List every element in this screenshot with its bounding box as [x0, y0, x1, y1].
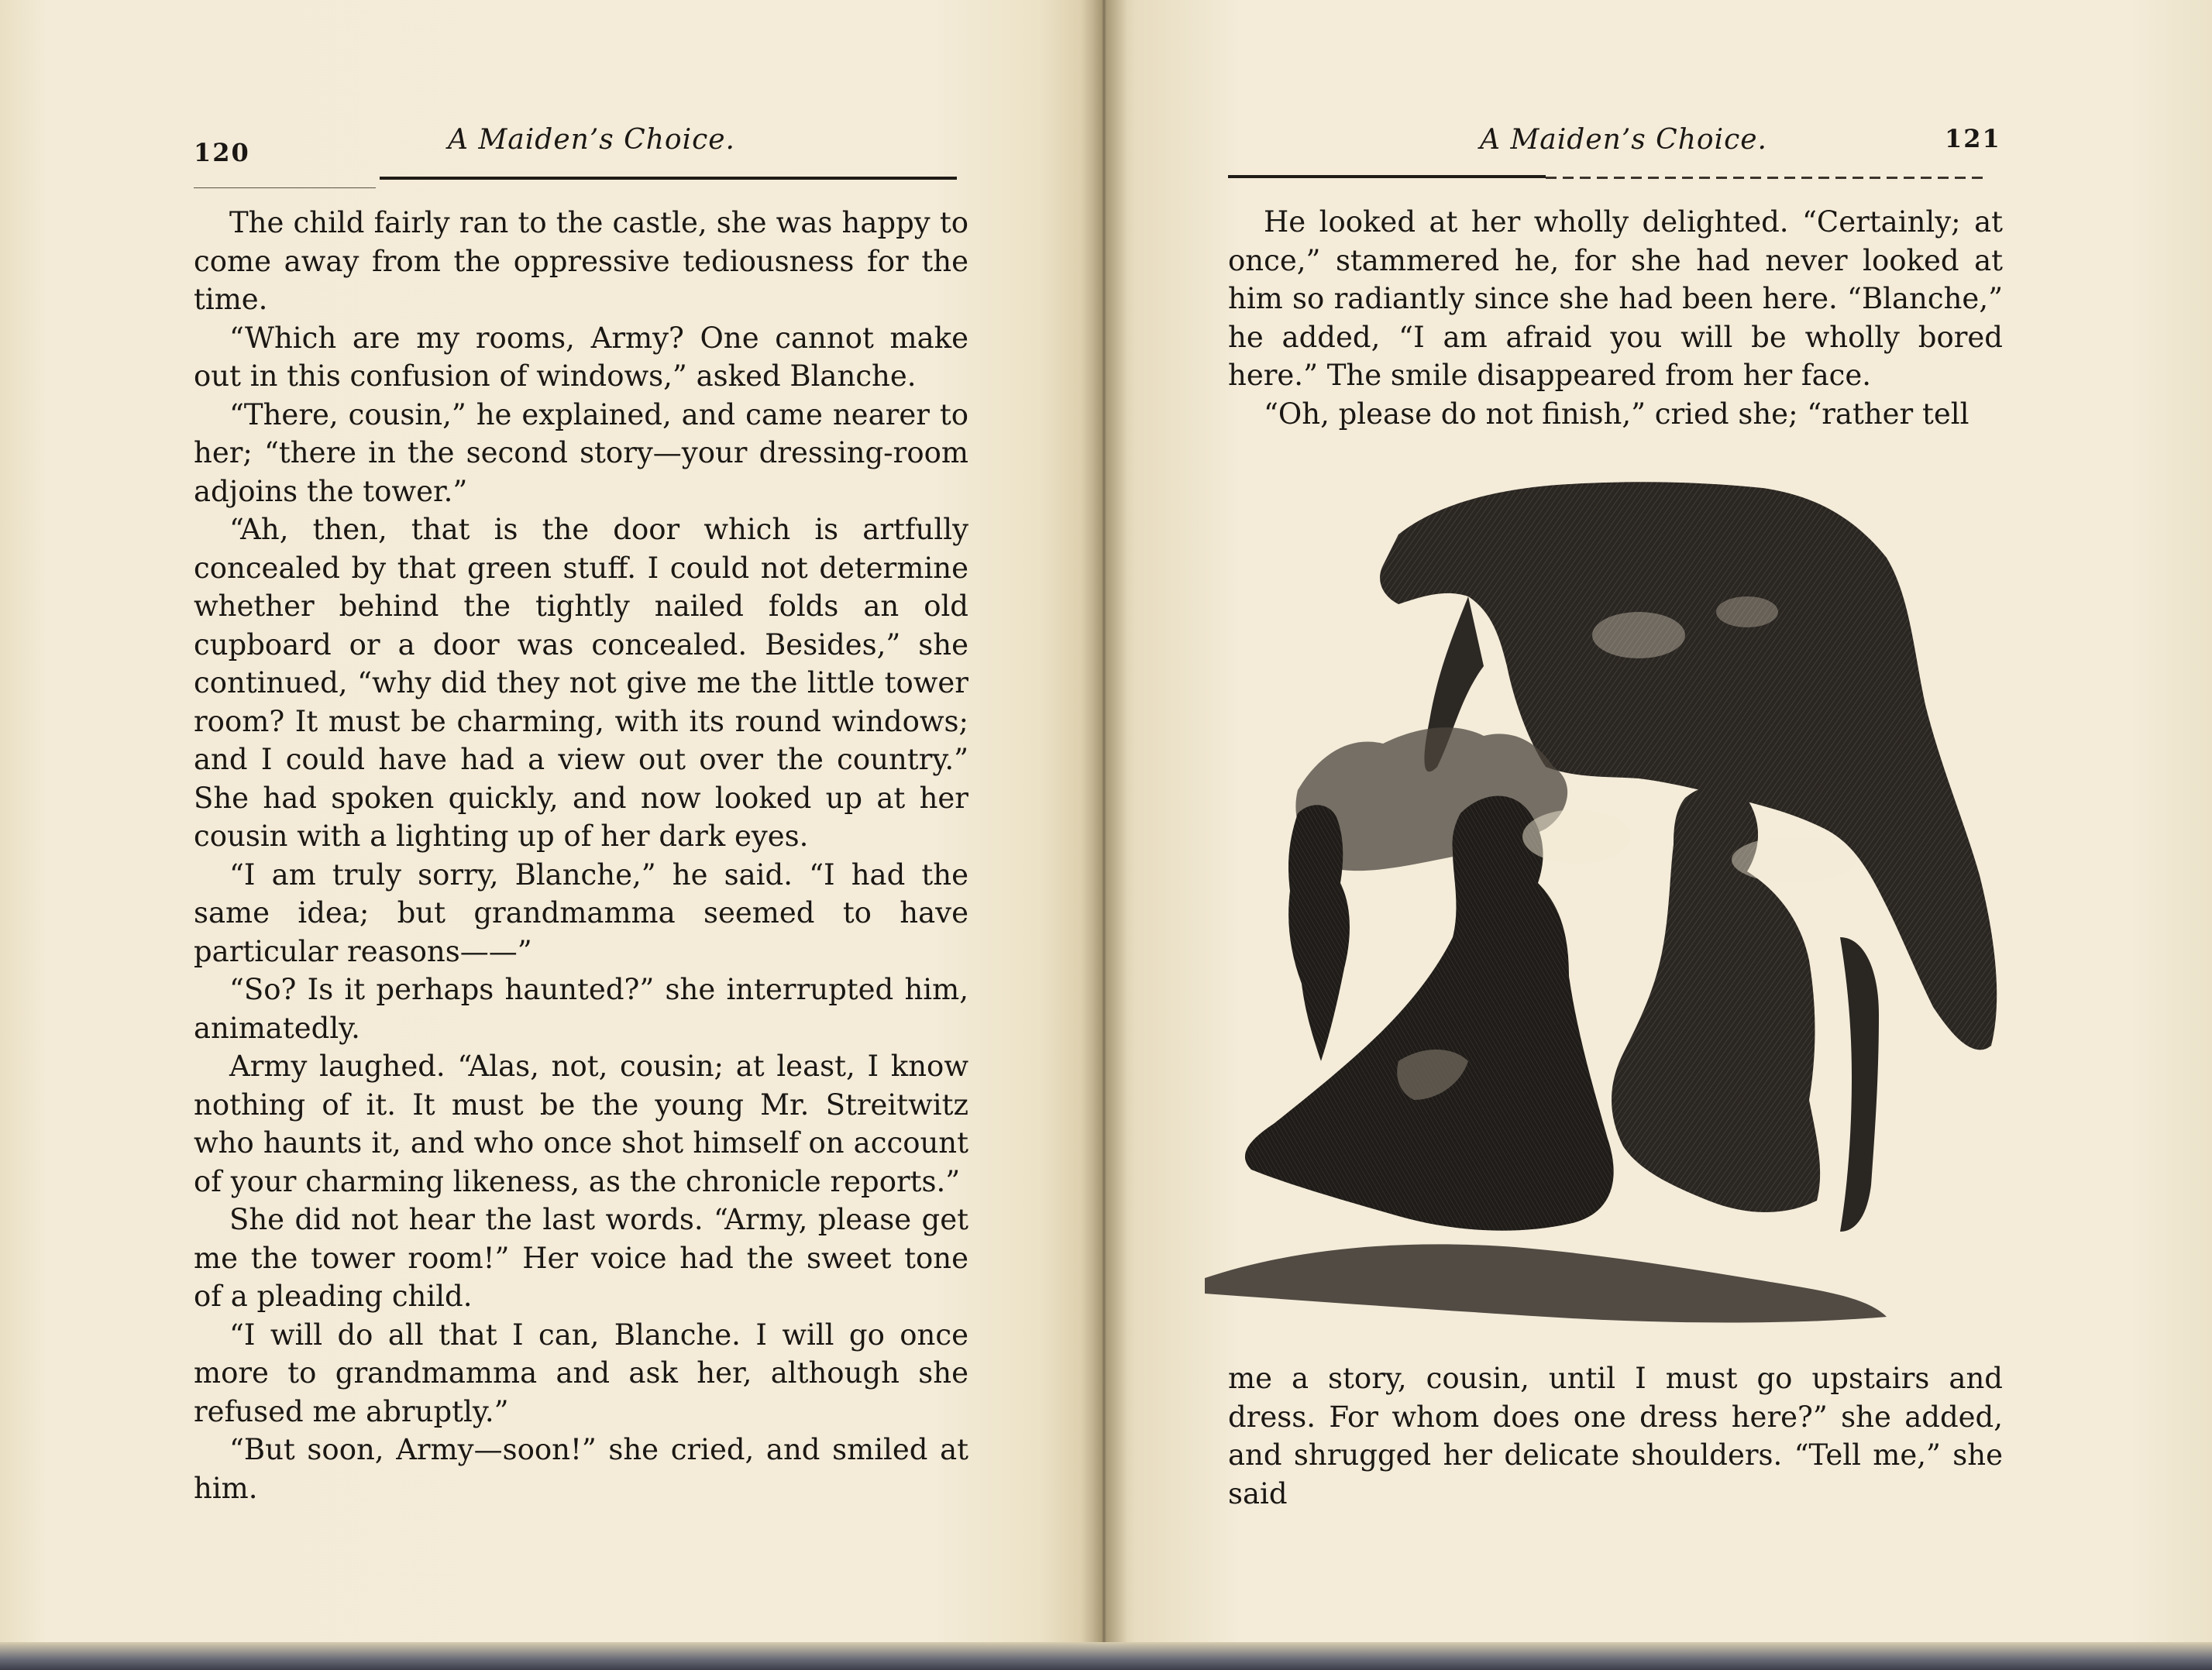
paragraph: “Which are my rooms, Army? One cannot make out in this confusion of windows,” asked Blanche. — [194, 321, 968, 393]
paragraph: me a story, cousin, until I must go upstairs and dress. For whom does one dress here?” she added, and shrugged her delicate shoulders. “Tell me,” she said — [1228, 1362, 2003, 1510]
left-page — [0, 0, 1104, 1650]
right-page-text-top — [1228, 203, 2003, 433]
book-bottom-edge — [0, 1642, 2212, 1670]
left-running-title: A Maiden’s Choice. — [448, 124, 736, 156]
paragraph: “I will do all that I can, Blanche. I will go once more to grandmamma and ask her, although she refused me abruptly.” — [194, 1318, 968, 1428]
standing-figure — [1288, 805, 1350, 1061]
right-header-rule — [1228, 175, 1546, 178]
paragraph: Army laughed. “Alas, not, cousin; at least, I know nothing of it. It must be the young Mr. Streitwitz who haunts it, and who once shot himself on account of your charming likeness, as the chronicle reports.” — [194, 1050, 968, 1198]
paragraph: “Oh, please do not finish,” cried she; “rather tell — [1264, 397, 1969, 431]
left-page-text — [194, 204, 968, 1507]
paragraph: “There, cousin,” he explained, and came nearer to her; “there in the second story—your dressing-room adjoins the tower.” — [194, 397, 968, 508]
paragraph: She did not hear the last words. “Army, please get me the tower room!” Her voice had the sweet tone of a pleading child. — [194, 1203, 968, 1313]
right-running-title: A Maiden’s Choice. — [1480, 124, 1768, 156]
paragraph: “So? Is it perhaps haunted?” she interrupted him, animatedly. — [194, 973, 968, 1045]
right-page-text-bottom — [1228, 1359, 2003, 1513]
paragraph: “Ah, then, that is the door which is artfully concealed by that green stuff. I could not determine whether behind the tightly nailed folds an old cupboard or a door was concealed. Besides,” she continued, “why did they not give me the little tower room? It must be charming, with its round windows; and I could have had a view out over the country.” She had spoken quickly, and now looked up at her cousin with a lighting up of her dark eyes. — [194, 513, 968, 853]
engraving-illustration — [1205, 472, 2042, 1332]
paragraph: “But soon, Army—soon!” she cried, and smiled at him. — [194, 1433, 968, 1505]
left-page-number: 120 — [194, 138, 250, 167]
left-header-rule — [380, 177, 957, 180]
paragraph: “I am truly sorry, Blanche,” he said. “I had the same idea; but grandmamma seemed to have particular reasons——” — [194, 857, 968, 968]
paragraph: The child fairly ran to the castle, she was happy to come away from the oppressive tediousness for the time. — [194, 206, 968, 316]
left-header-rule-short — [194, 187, 376, 188]
right-header-rule-dashed — [1546, 177, 1987, 179]
ground-shadow — [1205, 1244, 1887, 1322]
chair — [1840, 937, 1879, 1232]
right-page-number: 121 — [1945, 124, 2001, 153]
paragraph: He looked at her wholly delighted. “Certainly; at once,” stammered he, for she had never looked at him so radiantly since she had been here. “Blanche,” he added, “I am afraid you will be wholly bored here.” The smile disappeared from her face. — [1228, 205, 2003, 392]
